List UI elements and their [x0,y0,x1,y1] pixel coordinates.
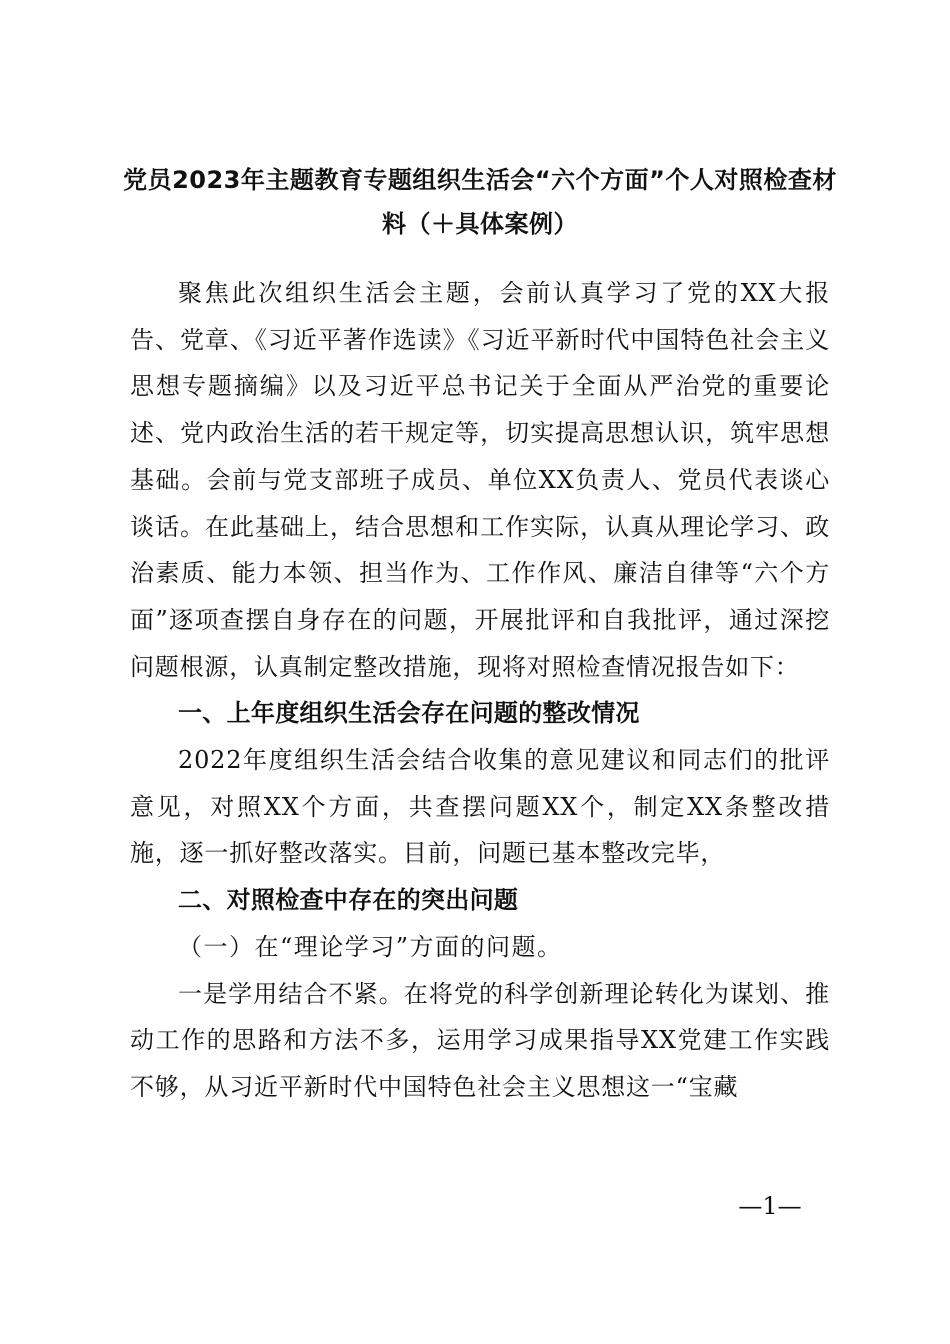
section-heading-1: 一、上年度组织生活会存在问题的整改情况 [178,699,640,728]
subsection-1-paragraph: 一是学用结合不紧。在将党的科学创新理论转化为谋划、推动工作的思路和方法不多，运用学习成果指导XX党建工作实践不够，从习近平新时代中国特色社会主义思想这一“宝藏 [130,979,830,1101]
document-title: 党员2023年主题教育专题组织生活会“六个方面”个人对照检查材料（＋具体案例） [123,166,837,238]
subsection-heading-1: （一）在“理论学习”方面的问题。 [178,932,563,961]
intro-paragraph: 聚焦此次组织生活会主题，会前认真学习了党的XX大报告、党章、《习近平著作选读》《习近平新时代中国特色社会主义思想专题摘编》以及习近平总书记关于全面从严治党的重要论述、党内政治生活的若干规定等，切实提高思想认识，筑牢思想基础。会前与党支部班子成员、单位XX负责人、党员代表谈心谈话。在此基础上，结合思想和工作实际，认真从理论学习、政治素质、能力本领、担当作为、工作作风、廉洁自律等“六个方面”逐项查摆自身存在的问题，开展批评和自我批评，通过深挖问题根源，认真制定整改措施，现将对照检查情况报告如下： [130,279,830,681]
section-heading-2: 二、对照检查中存在的突出问题 [178,886,519,915]
page-number: —1— [738,1192,802,1220]
section-1-paragraph: 2022年度组织生活会结合收集的意见建议和同志们的批评意见，对照XX个方面，共查摆问题XX个，制定XX条整改措施，逐一抓好整改落实。目前，问题已基本整改完毕， [130,746,830,868]
document-body [130,270,830,1111]
